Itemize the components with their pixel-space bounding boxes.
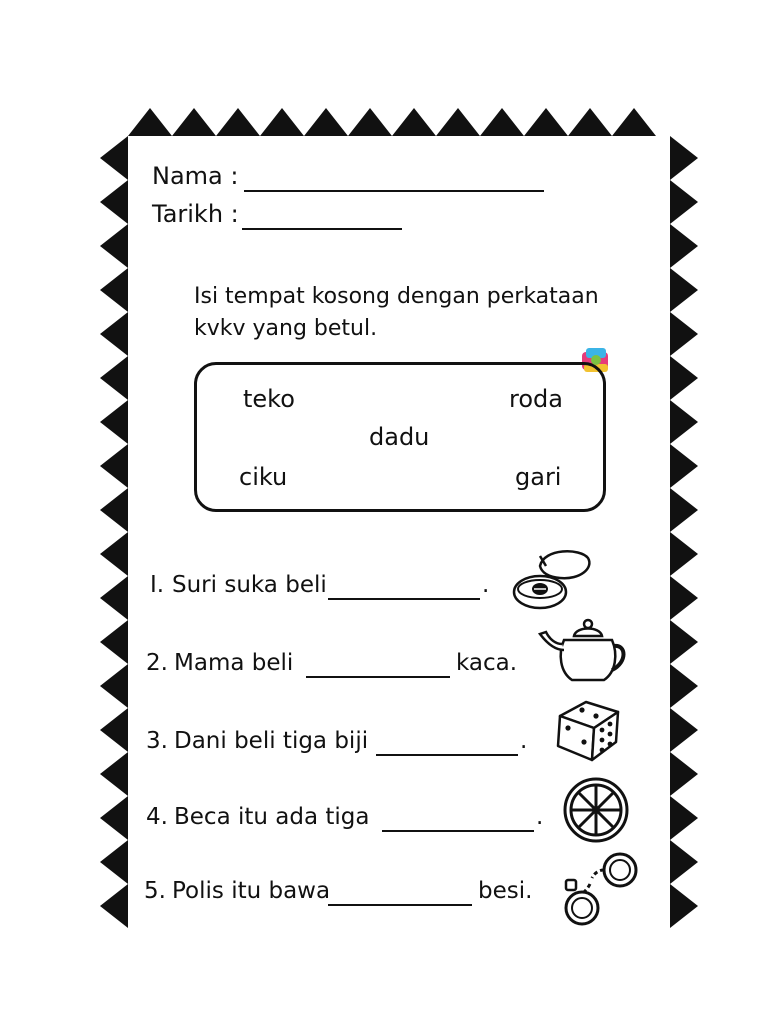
instruction-line-1: Isi tempat kosong dengan perkataan: [194, 284, 599, 309]
question-2-text: Mama beli: [174, 650, 294, 676]
question-4-text: Beca itu ada tiga: [174, 804, 370, 830]
worksheet: [100, 108, 698, 930]
question-4-answer-line[interactable]: [382, 830, 534, 832]
name-label: Nama :: [152, 162, 239, 190]
wheel-icon: [562, 776, 630, 844]
ciku-fruit-icon: [510, 544, 594, 612]
question-2-end: kaca.: [456, 650, 518, 676]
instruction-line-2: kvkv yang betul.: [194, 316, 378, 341]
question-2-number: 2.: [146, 650, 168, 676]
handcuffs-icon: [560, 846, 644, 930]
question-3-text: Dani beli tiga biji: [174, 728, 369, 754]
question-3-end: .: [520, 728, 528, 754]
question-5-end: besi.: [478, 878, 533, 904]
question-5-number: 5.: [144, 878, 166, 904]
word-ciku: ciku: [239, 463, 288, 491]
question-5-text: Polis itu bawa: [172, 878, 331, 904]
dice-icon: [552, 696, 628, 764]
question-1-end: .: [482, 572, 490, 598]
question-1-answer-line[interactable]: [328, 598, 480, 600]
word-teko: teko: [243, 385, 295, 413]
question-1-text: Suri suka beli: [172, 572, 327, 598]
word-dadu: dadu: [369, 423, 430, 451]
question-3-number: 3.: [146, 728, 168, 754]
question-4-number: 4.: [146, 804, 168, 830]
word-gari: gari: [515, 463, 562, 491]
question-1-number: I.: [150, 572, 165, 598]
word-bank-box: [194, 362, 606, 512]
question-5-answer-line[interactable]: [328, 904, 472, 906]
teapot-icon: [536, 614, 630, 686]
word-roda: roda: [509, 385, 563, 413]
question-3-answer-line[interactable]: [376, 754, 518, 756]
question-4-end: .: [536, 804, 544, 830]
question-2-answer-line[interactable]: [306, 676, 450, 678]
name-line[interactable]: [244, 190, 544, 192]
date-label: Tarikh :: [152, 200, 239, 228]
date-line[interactable]: [242, 228, 402, 230]
